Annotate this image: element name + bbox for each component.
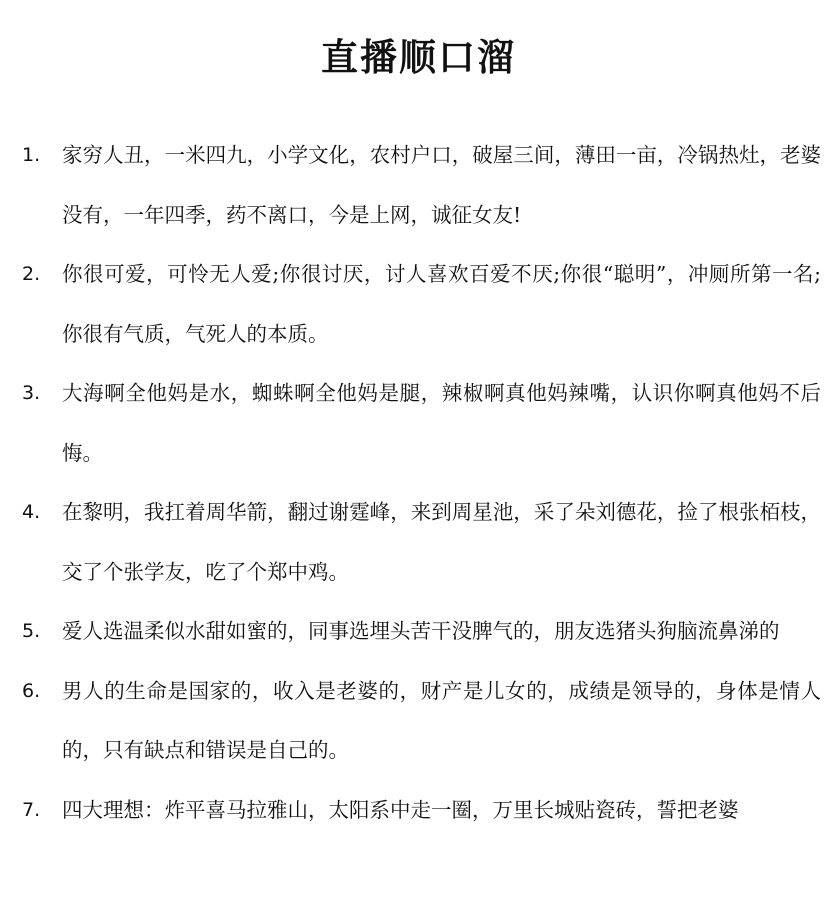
list-item — [0, 245, 837, 364]
document-title: 直播顺口溜 — [321, 36, 516, 79]
list-item — [0, 781, 837, 841]
item-text: 男人的生命是国家的，收入是老婆的，财产是儿女的，成绩是领导的，身体是情人的，只有缺点和错误是自己的。 — [62, 678, 821, 762]
item-number: 6. — [22, 679, 41, 702]
list-item — [0, 662, 837, 781]
list-item — [0, 364, 837, 483]
item-number: 4. — [22, 501, 41, 523]
item-number: 5. — [22, 620, 41, 642]
item-text: 你很可爱，可怜无人爱;你很讨厌，讨人喜欢百爱不厌;你很“聪明”，冲厕所第一名;你很有气质，气死人的本质。 — [62, 262, 821, 346]
item-number: 2. — [22, 263, 41, 285]
item-text: 爱人选温柔似水甜如蜜的，同事选埋头苦干没脾气的，朋友选猪头狗脑流鼻涕的 — [62, 619, 780, 643]
item-number: 7. — [22, 798, 41, 821]
item-number: 3. — [22, 382, 41, 404]
item-text: 家穷人丑，一米四九，小学文化，农村户口，破屋三间，薄田一亩，冷锅热灶，老婆没有，一年四季，药不离口，今是上网，诚征女友! — [62, 143, 821, 227]
jingle-list — [0, 126, 837, 840]
list-item — [0, 483, 837, 602]
item-text: 四大理想：炸平喜马拉雅山，太阳系中走一圈，万里长城贴瓷砖，誓把老婆 — [62, 797, 739, 822]
list-item — [0, 602, 837, 662]
item-text: 大海啊全他妈是水，蜘蛛啊全他妈是腿，辣椒啊真他妈辣嘴，认识你啊真他妈不后悔。 — [62, 381, 821, 465]
list-item — [0, 126, 837, 245]
item-text: 在黎明，我扛着周华箭，翻过谢霆峰，来到周星池，采了朵刘德花，捡了根张栢枝，交了个张学友，吃了个郑中鸡。 — [62, 500, 821, 584]
item-number: 1. — [22, 144, 41, 166]
